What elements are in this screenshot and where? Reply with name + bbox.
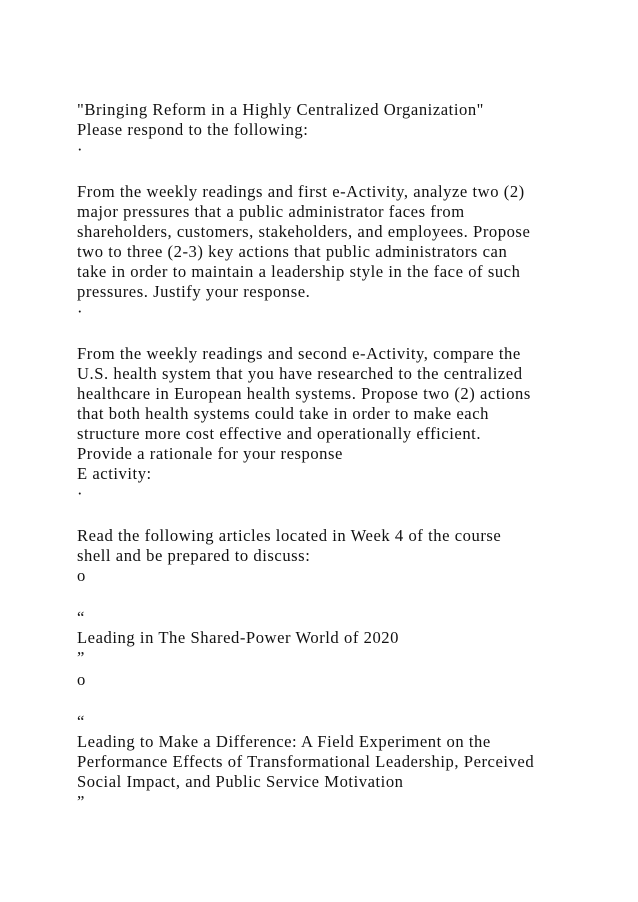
paragraph-line: E activity: [77, 464, 152, 483]
close-quote: ” [77, 648, 85, 667]
close-quote: ” [77, 792, 85, 811]
open-quote: “ [77, 608, 85, 627]
paragraph-line: Read the following articles located in Week 4 of the course [77, 526, 502, 545]
heading-line: "Bringing Reform in a Highly Centralized Organization" [77, 100, 484, 119]
list-marker: o [77, 670, 86, 689]
open-quote: “ [77, 712, 85, 731]
prompt-line: Please respond to the following: [77, 120, 309, 139]
bullet-marker: · [77, 302, 84, 321]
paragraph-line: pressures. Justify your response. [77, 282, 311, 301]
paragraph-line: Provide a rationale for your response [77, 444, 343, 463]
paragraph-line: major pressures that a public administrator faces from [77, 202, 465, 221]
article-title: Leading to Make a Difference: A Field Experiment on the [77, 732, 491, 751]
paragraph-line: From the weekly readings and first e-Activity, analyze two (2) [77, 182, 525, 201]
paragraph-line: shell and be prepared to discuss: [77, 546, 311, 565]
article-title: Social Impact, and Public Service Motivation [77, 772, 404, 791]
article-title: Performance Effects of Transformational Leadership, Perceived [77, 752, 535, 771]
paragraph-line: structure more cost effective and operationally efficient. [77, 424, 482, 443]
paragraph-line: two to three (2-3) key actions that public administrators can [77, 242, 508, 261]
paragraph-line: that both health systems could take in order to make each [77, 404, 489, 423]
paragraph-line: take in order to maintain a leadership style in the face of such [77, 262, 521, 281]
bullet-marker: · [77, 484, 84, 503]
bullet-marker: · [77, 140, 84, 159]
paragraph-line: healthcare in European health systems. Propose two (2) actions [77, 384, 531, 403]
paragraph-line: shareholders, customers, stakeholders, and employees. Propose [77, 222, 531, 241]
paragraph-line: U.S. health system that you have researched to the centralized [77, 364, 523, 383]
article-title: Leading in The Shared-Power World of 2020 [77, 628, 399, 647]
list-marker: o [77, 566, 86, 585]
paragraph-line: From the weekly readings and second e-Activity, compare the [77, 344, 521, 363]
